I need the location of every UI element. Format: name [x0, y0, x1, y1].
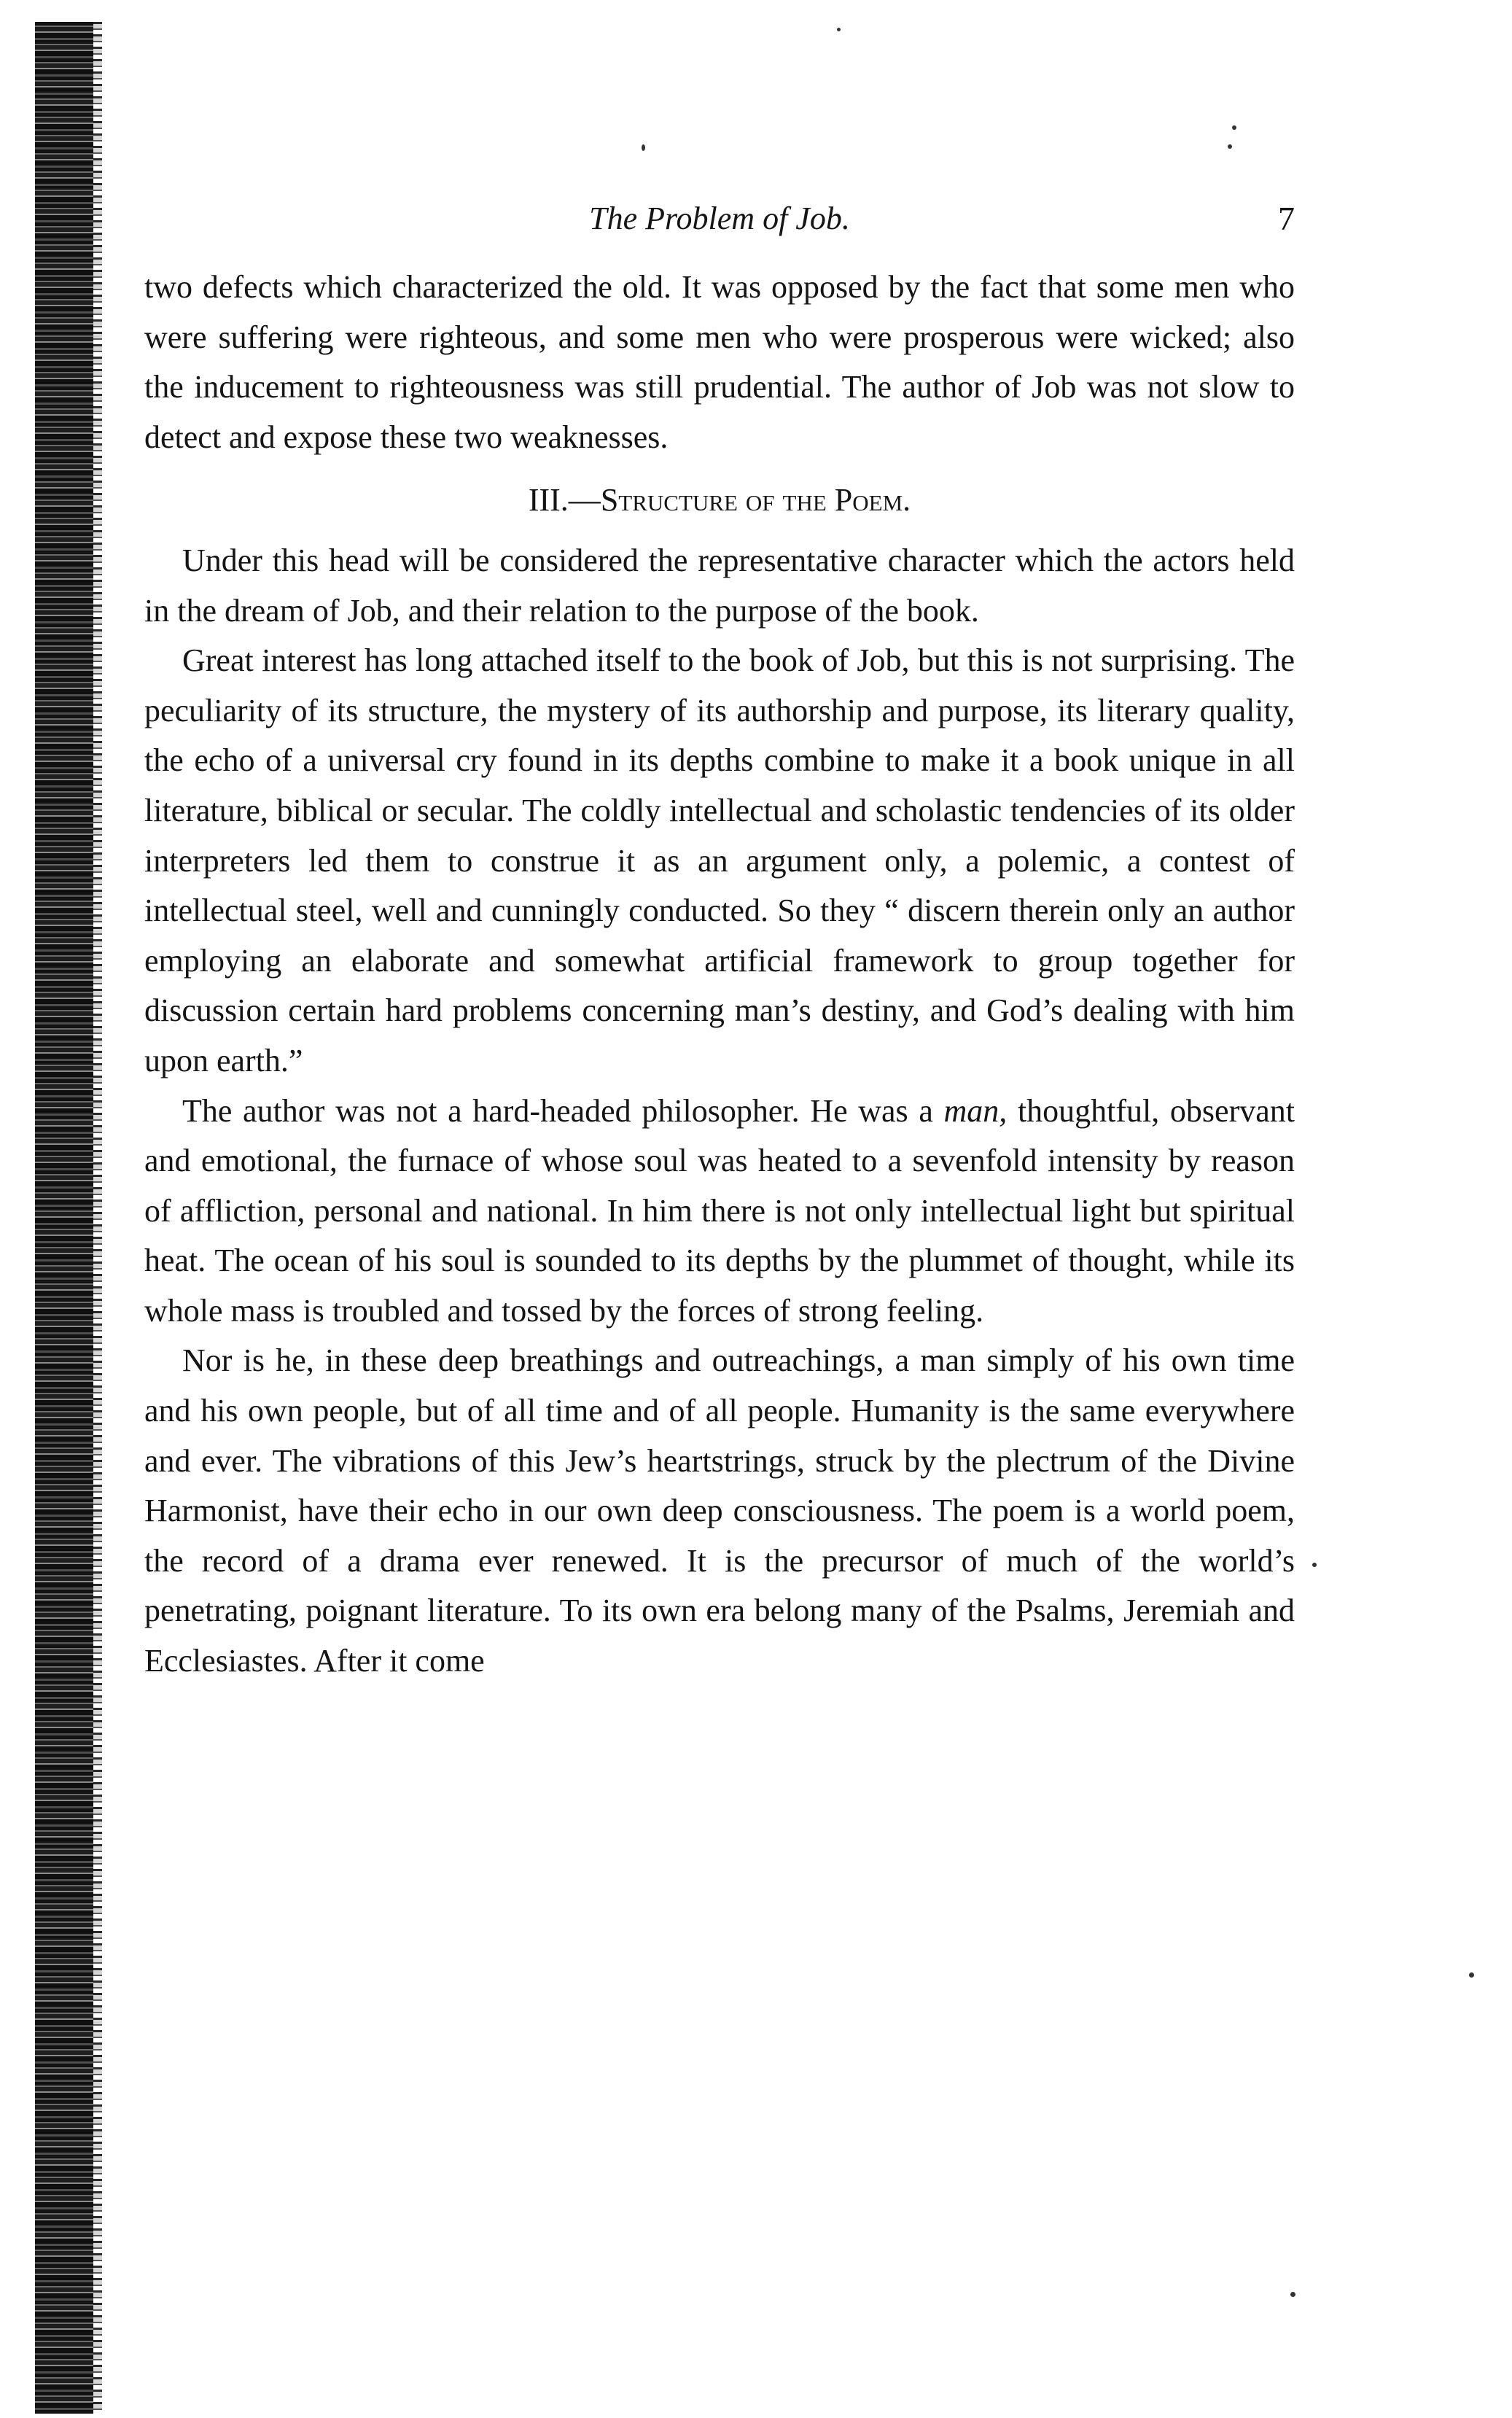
book-binding-edge	[35, 22, 95, 2414]
section-title: Structure of the Poem.	[600, 482, 911, 518]
section-numeral: III.—	[528, 482, 601, 518]
paragraph-author-not-philosopher	[144, 1086, 1295, 1337]
page-number: 7	[1278, 200, 1295, 237]
paragraph-continuation: two defects which characterized the old. It was opposed by the fact that some men who were suffering were righteous, and some men who were prosperous were wicked; also the inducement to righteousness was still prudential. The author of Job was not slow to detect and expose these two weaknesses.	[144, 269, 1295, 455]
paragraph-text: The author was not a hard-headed philosopher. He was a	[182, 1092, 944, 1129]
paragraph-under-this-head: Under this head will be considered the representative character which the actors held in the dream of Job, and their relation to the purpose of the book.	[144, 542, 1295, 629]
print-speck	[1228, 144, 1232, 149]
book-page	[144, 197, 1295, 1687]
section-heading	[144, 475, 1295, 526]
print-speck	[1290, 2292, 1295, 2297]
paragraph-text: thoughtful, observant and emotional, the furnace of whose soul was heated to a sevenfold intensity by reason of affliction, personal and national. In him there is not only intellectual light but spiritual heat. The ocean of his soul is sounded to its depths by the plummet of thought, while its whole mass is troubled and tossed by the forces of strong feeling.	[144, 1092, 1295, 1329]
running-title: The Problem of Job.	[589, 201, 850, 236]
print-speck	[837, 28, 841, 31]
paragraph-nor-is-he: Nor is he, in these deep breathings and outreachings, a man simply of his own time and his own people, but of all time and of all people. Humanity is the same everywhere and ever. The vibrations of this Jew’s heartstrings, struck by the plectrum of the Divine Harmonist, have their echo in our own deep consciousness. The poem is a world poem, the record of a drama ever renewed. It is the precursor of much of the world’s penetrating, poignant literature. To its own era belong many of the Psalms, Jeremiah and Ecclesiastes. After it come	[144, 1342, 1295, 1679]
print-speck	[1312, 1563, 1317, 1567]
paragraph-great-interest: Great interest has long attached itself to the book of Job, but this is not surprising. The peculiarity of its structure, the mystery of its authorship and purpose, its literary quality, the echo of a universal cry found in its depths combine to make it a book unique in all literature, biblical or secular. The coldly intellectual and scholastic tendencies of its older interpreters led them to construe it as an argument only, a polemic, a contest of intellectual steel, well and cunningly conducted. So they “ discern therein only an author employing an elaborate and somewhat artificial framework to group together for discussion certain hard problems concerning man’s destiny, and God’s dealing with him upon earth.”	[144, 642, 1295, 1078]
emphasized-word: man,	[943, 1092, 1008, 1129]
body-text	[144, 263, 1295, 1687]
print-speck	[642, 144, 645, 151]
print-speck	[1469, 1972, 1474, 1978]
print-speck	[1232, 125, 1236, 130]
running-head	[144, 197, 1295, 248]
